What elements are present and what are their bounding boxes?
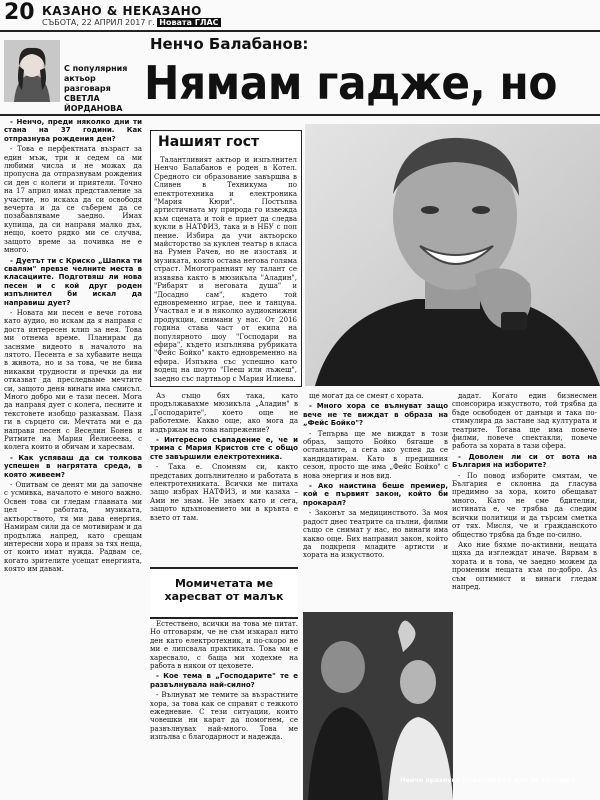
- headline: Нямам гадже, но: [144, 56, 557, 110]
- photo-caption: Ненчо празнува рождения си ден на 17 април: [400, 776, 576, 784]
- interview-question: - Доволен ли си от вота на България на изборите?: [452, 452, 597, 470]
- author-line: ЙОРДАНОВА: [64, 104, 123, 113]
- paper-name: Новата ГЛАС: [159, 18, 219, 27]
- author-line: СВЕТЛА: [64, 94, 100, 103]
- interview-answer: - Новата ми песен е вече готова като аудио, но искам да я направя с доста интересен клип за нея. Това ми отнема време. Планирам да засняме видеото в началото на лятото. Песента е за хубавите неща в живота, но и за това, че не бива никакви трудности и пречки да ни отказват да преследваме мечтите си, защото деня винаги има смисъл. Много добро ми е тази песен. Мога да направя дует с колега, песните и текстовете изобщо разказвам. Пазя ги в сърцето си. Мечтата ми е да направя песен с Веселин Бонев и Ритмите на Мария Йелисеева, с колега които и обичам и харесвам.: [4, 308, 142, 452]
- author-line: С популярния: [64, 64, 128, 73]
- interview-question: - Много хора се вълнуват защо вече не те виждат в образа на „Фейс Бойко"?: [303, 402, 448, 428]
- interview-answer: ще могат да се смеят с хората.: [309, 392, 424, 400]
- interview-question: - Кое тема в „Господарите" те е развълнувала най-силно?: [150, 672, 298, 689]
- article-column-2: [150, 392, 298, 567]
- author-line: актьор: [64, 74, 96, 83]
- guest-bio-text: Талантливият актьор и изпълнител Ненчо Балабанов е роден в Котел. Средното си образование завършва в Сливен в Техникума по електротехника и електроника "Мария Кюри". Постъпва артистичната му природа го извежда към сцената и той е приет да следва кукли в НАТФИЗ, така и в НБУ с поп пение. Избира да учи актьорско майсторство за куклен театър в класа на Румен Рачев, но не изоставя и музиката, която остава негова голяма страст. Многогранният му талант се изявява както в мюзикъла "Аладин", "Рибарят и неговата душа" и "Досадно сам", където той едновременно играе, пее и танцува. Участвал е и в няколко аудиокнижни продукции, снимани у нас. От 2016 година става част от екипа на популярното шоу "Господари на ефира", където изпълнява рубриката "Фейс Бойко" както едновременно на ефира. Изпъкна със успешно като водещ на шоуто "Пееш или лъжеш", заедно със партньор с Мария Илиева.: [154, 156, 297, 383]
- pull-quote: Момичетата ме харесват от малък: [164, 577, 284, 603]
- interview-answer: - Опитвам се денят ми да започне с усмивка, началото е много важно. Освен това си гледам главната ми цел – работата, музиката, актьорството, тя ми дава енергия. Намирам сили да се мотивирам и да продължа напред, като срещам интересни хора и правя за тях неща, от които имат нужда. Радвам се, когато зрителите усещат енергията, която им давам.: [4, 481, 142, 574]
- interview-question: - Как успяваш да си толкова успешен в нагрятата среда, в която живеем?: [4, 453, 142, 479]
- interview-answer: - По повод изборите смятам, че България е склонна да гласува предимно за хора, които обещават много. Като не сме бдителни, истината е, че трябва да следим всички политици и да търсим сметка от тях. Мисля, че и гражданското общество трябва да бъде по-силно.: [452, 471, 597, 539]
- dateline: [42, 18, 221, 27]
- interview-question: - Ненчо, преди няколко дни ти стана на 37 години. Как отпразнува рождения ден?: [4, 118, 142, 143]
- interview-answer: Аз също бях така, като продължавахме мюзикъла „Аладин" в „Господарите", което още не работехме. Какво още, ако мога да издържам на това напрежение?: [150, 392, 298, 434]
- interview-question: - Интересно съвпадение е, че и трима с Мария Кристов сте с общо сте завършили електротехника.: [150, 436, 298, 461]
- kicker: Ненчо Балабанов:: [150, 35, 309, 53]
- interview-question: - Дуетът ти с Криско „Шапка ти свалям" превзе челните места в класациите. Подготвяш ли нова песен и с кой друг роден изпълнител би искал да направиш дует?: [4, 256, 142, 307]
- article-column-3: [303, 392, 448, 612]
- main-photo: [305, 124, 600, 386]
- interview-answer: - Така е. Спомням си, както представих допълнително и работата в електротехниката. Всички ме питаха защо избрах НАТФИЗ, и ми казаха – Ами не знам. Не знаех като и сега, защото вдъхновението ми в кръвта е взето от там.: [150, 463, 298, 522]
- article-column-1: [4, 118, 142, 678]
- issue-date: СЪБОТА, 22 АПРИЛ 2017 г.: [42, 18, 155, 27]
- headline-divider: [0, 114, 600, 116]
- party-photo: [303, 612, 453, 800]
- article-column-4: [452, 392, 597, 796]
- interview-answer: Ако ние бяхме по-активни, нещата щяха да изглеждат иначе. Вярвам в хората и в това, че заедно можем да променим нещата към по-добро. Аз съм оптимист и винаги гледам напред.: [452, 540, 597, 591]
- interview-answer: дадат. Когато един бизнесмен спонсорира изкуството, той трябва да бъде освободен от данъци и така по-стимулира да застане зад културата и театрите. Тогава ще има повече филми, повече спектакли, повече работа за хората в тази сфера.: [452, 392, 597, 451]
- interview-answer: - Това е перфектната възраст за един мъж, три и седем са ми любими числа и не можах да пропусна да отпразнувам рождения си ден с колеги и приятели. Точно на 17 април имах представление за участие, но искаха да си освободя вечерта и да се съберем да се позабавляваме заедно. Имах купища, да си направя малко дъх, нещо, което рядко ми се случва, защото време за почивка не е много.: [4, 145, 142, 255]
- author-line: разговаря: [64, 84, 111, 93]
- masthead-divider: [0, 30, 600, 32]
- page-number: 20: [4, 0, 35, 25]
- interview-answer: Естествено, всички на това ме питат. Но отговарям, че не съм изкарал нито ден като електротехник, и по-скоро не ми е липсвала практиката. Това ми е харесвало, с баща ми ходехме на работа в някои от цеховете.: [150, 620, 298, 671]
- interview-question: - Ако наистина беше премиер, кой е първият закон, който би прокарал?: [303, 482, 448, 507]
- author-portrait: [4, 40, 60, 102]
- interview-answer: - Вълнуват ме темите за възрастните хора, за това как се справят с тежкото ежедневие. С тези ситуации, които човешки ни карат да помогнем, се развълнувах най-много. Това ме изпълва с благодарност и надежда.: [150, 691, 298, 742]
- interview-answer: - Законът за медицинството. За моя радост днес театрите са пълни, филми също се снимат у нас, но винаги има какво още. Бих направил закон, който да подкрепя младите артисти и хората на изкуството.: [303, 509, 448, 560]
- article-column-2b: [150, 620, 298, 796]
- interview-answer: - Тепърва ще ме виждат в този образ, защото Бойко бягаше в останалите, а сега ако успея да се кандидатирам. Като в предишния сезон, просто ще има „Фейс Бойко" с нова энергия и нов вид.: [303, 429, 448, 480]
- guest-bio: [154, 156, 297, 384]
- pull-quote-box: [150, 567, 298, 619]
- guest-box-title: Нашият гост: [158, 134, 260, 150]
- section-title: КАЗАНО & НЕКАЗАНО: [42, 4, 202, 18]
- author-credit: [64, 64, 138, 114]
